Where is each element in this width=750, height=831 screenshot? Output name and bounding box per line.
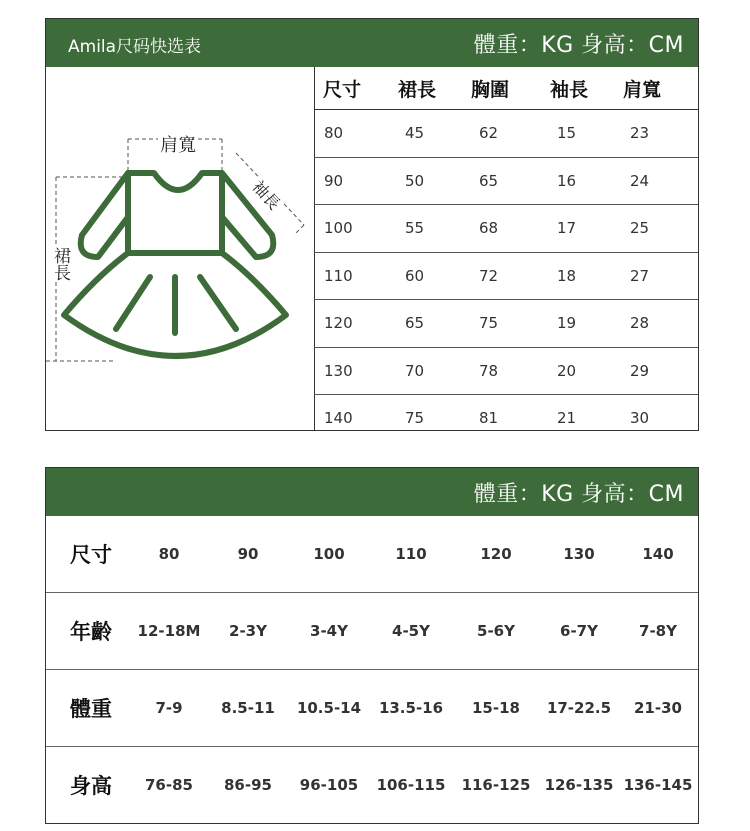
cell-chest: 68 — [479, 219, 499, 238]
col-shoulder: 肩寬 — [623, 78, 662, 101]
cell-chest: 72 — [479, 266, 499, 285]
cell-size: 120 — [324, 314, 353, 333]
table-row — [314, 395, 698, 442]
table-cell: 21-30 — [634, 699, 682, 717]
cell-shoulder: 28 — [630, 314, 650, 333]
cell-shoulder: 25 — [630, 219, 650, 238]
cell-chest: 75 — [479, 314, 499, 333]
table-row — [314, 348, 698, 396]
col-length: 裙長 — [398, 78, 437, 101]
table-row — [46, 593, 698, 670]
size-age-table — [46, 516, 698, 823]
cell-length: 65 — [405, 314, 425, 333]
table-row — [314, 110, 698, 158]
units-label: 體重：KG 身高：CM — [473, 482, 684, 507]
cell-size: 80 — [324, 124, 344, 143]
cell-sleeve: 18 — [557, 266, 577, 285]
row-label-height: 身高 — [70, 774, 112, 798]
table-cell: 76-85 — [145, 776, 193, 794]
brand-title: Amila尺码快选表 — [68, 37, 202, 57]
skirt-label: 裙長 — [48, 247, 73, 281]
table-cell: 140 — [642, 545, 674, 563]
cell-chest: 81 — [479, 409, 499, 428]
measurement-table — [314, 67, 698, 430]
cell-length: 55 — [405, 219, 425, 238]
table-header — [314, 67, 698, 110]
col-sleeve: 袖長 — [550, 78, 589, 101]
cell-shoulder: 30 — [630, 409, 650, 428]
row-label-size: 尺寸 — [70, 543, 112, 567]
cell-sleeve: 16 — [557, 171, 577, 190]
cell-length: 60 — [405, 266, 425, 285]
cell-length: 75 — [405, 409, 425, 428]
table-row — [314, 205, 698, 253]
table-row — [314, 300, 698, 348]
cell-chest: 62 — [479, 124, 499, 143]
cell-shoulder: 29 — [630, 361, 650, 380]
cell-sleeve: 17 — [557, 219, 577, 238]
table-cell: 86-95 — [224, 776, 272, 794]
table-cell: 6-7Y — [560, 622, 598, 640]
table-row — [46, 516, 698, 593]
cell-shoulder: 24 — [630, 171, 650, 190]
size-age-chart-panel — [45, 467, 699, 824]
table-row — [314, 158, 698, 206]
shoulder-label: 肩寬 — [158, 131, 198, 157]
table-cell: 2-3Y — [229, 622, 267, 640]
cell-sleeve: 15 — [557, 124, 577, 143]
table-row — [314, 253, 698, 301]
row-label-age: 年齡 — [70, 620, 112, 644]
table-cell: 126-135 — [544, 776, 614, 794]
cell-size: 110 — [324, 266, 353, 285]
dress-illustration — [46, 67, 315, 430]
table-cell: 7-8Y — [639, 622, 677, 640]
table-cell: 96-105 — [299, 776, 359, 794]
size-chart-panel — [45, 18, 699, 431]
col-size: 尺寸 — [323, 78, 362, 101]
row-label-weight: 體重 — [70, 697, 112, 721]
panel-header — [46, 19, 698, 67]
cell-size: 130 — [324, 361, 353, 380]
table-cell: 136-145 — [623, 776, 693, 794]
cell-sleeve: 21 — [557, 409, 577, 428]
table-cell: 130 — [563, 545, 595, 563]
table-cell: 80 — [158, 545, 180, 563]
table-row — [46, 747, 698, 823]
sleeve-label: 袖長 — [247, 174, 287, 215]
cell-chest: 78 — [479, 361, 499, 380]
cell-length: 45 — [405, 124, 425, 143]
table-cell: 10.5-14 — [296, 699, 362, 717]
cell-size: 90 — [324, 171, 344, 190]
cell-shoulder: 27 — [630, 266, 650, 285]
col-chest: 胸圍 — [471, 78, 510, 101]
table-cell: 3-4Y — [310, 622, 348, 640]
cell-size: 140 — [324, 409, 353, 428]
table-cell: 116-125 — [461, 776, 531, 794]
panel-header — [46, 468, 698, 516]
table-cell: 110 — [395, 545, 427, 563]
table-cell: 15-18 — [472, 699, 520, 717]
cell-sleeve: 19 — [557, 314, 577, 333]
table-cell: 100 — [313, 545, 345, 563]
table-cell: 13.5-16 — [378, 699, 444, 717]
cell-length: 50 — [405, 171, 425, 190]
cell-size: 100 — [324, 219, 353, 238]
table-cell: 12-18M — [137, 622, 201, 640]
table-cell: 120 — [480, 545, 512, 563]
table-cell: 17-22.5 — [546, 699, 612, 717]
units-label: 體重：KG 身高：CM — [473, 33, 684, 58]
table-cell: 7-9 — [155, 699, 183, 717]
cell-shoulder: 23 — [630, 124, 650, 143]
cell-chest: 65 — [479, 171, 499, 190]
table-cell: 106-115 — [376, 776, 446, 794]
table-row — [46, 670, 698, 747]
table-cell: 4-5Y — [392, 622, 430, 640]
table-cell: 90 — [237, 545, 259, 563]
table-cell: 5-6Y — [477, 622, 515, 640]
dress-drawing — [46, 67, 314, 432]
cell-length: 70 — [405, 361, 425, 380]
table-cell: 8.5-11 — [221, 699, 275, 717]
cell-sleeve: 20 — [557, 361, 577, 380]
